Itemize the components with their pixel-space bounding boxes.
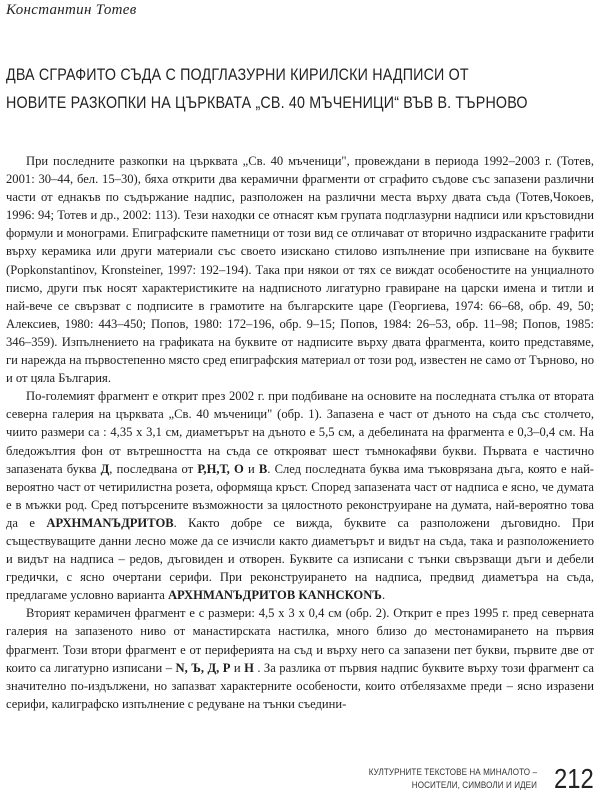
paragraph-3-text-b: . За разлика от първия надпис буквите върху този фрагмент са значително по-издължени, но запазват характерните особености, които отбелязахме преди – ясно изразени серифи, калиграфско изпълнение с редуване на тънки съедини- xyxy=(6,660,594,711)
title-line-1: ДВА СГРАФИТО СЪДА С ПОДГЛАЗУРНИ КИРИЛСКИ НАДПИСИ ОТ xyxy=(6,65,469,84)
paragraph-2-text-c: и xyxy=(243,461,259,476)
paragraph-2 xyxy=(6,387,594,604)
article-body xyxy=(6,152,594,713)
article-title xyxy=(6,61,528,117)
paragraph-1: При последните разкопки на църквата „Св. 40 мъченици", провеждани в периода 1992–2003 г. (Тотев, 2001: 30–44, бел. 15–30), бяха открити два керамични фрагменти от сграфито съдове със запазени различни части от еднакъв по съдържание надпис, разположен на различни места върху двата съда (Тотев,Чокоев, 1996: 94; Тотев и др., 2002: 113). Тези находки се отнасят към групата подглазурни надписи или кръстовидни формули и монограми. Епиграфските паметници от този вид се отличават от вторично издрасканите графити върху керамика или други материали със своето изискано стилово изпълнение при изписване на буквите (Popkonstantinov, Kronsteiner, 1997: 192–194). Така при някои от тях се виждат особеностите на унциалното писмо, други пък носят характеристиките на надписното лигатурно гравиране на царски имена и титли и най-вече се свързват с подписите в грамотите на българските царе (Георгиева, 1974: 66–68, обр. 49, 50; Алексиев, 1980: 443–450; Попов, 1980: 172–196, обр. 9–15; Попов, 1984: 26–53, обр. 11–98; Попов, 1985: 346–359). Изпълнението на графиката на буквите от надписите върху двата фрагмента, които представяме, ги нарежда на първостепенно място сред епиграфския материал от този род, известен не само от Търново, но и от цяла България. xyxy=(6,154,594,386)
series-title-line-2: НОСИТЕЛИ, СИМВОЛИ И ИДЕИ xyxy=(412,780,538,791)
page-number: 212 xyxy=(554,763,594,794)
ligature-letters: N, Ъ, Д, Р xyxy=(175,660,231,675)
paragraph-2-text-f: . xyxy=(381,588,386,603)
letter-h: Н xyxy=(244,660,254,675)
page-footer xyxy=(339,765,594,793)
letter-d: Д xyxy=(100,461,110,476)
paragraph-3 xyxy=(6,604,594,713)
letter-v: В xyxy=(258,461,268,476)
paragraph-2-text-b: , последвана от xyxy=(109,461,198,476)
paragraph-2-text-e: . Както добре се вижда, буквите са разположени дъговидно. При съществуващите данни лесно може да се изчисли както диаметърът и видът на съда, така и разположението и видът на надписа – редов, дъговиден и отворен. Буквите са изписани с тънки свързващи дъги и дебели гредички, с ясно очертани серифи. При реконструирането на надписа, предвид диаметъра на съда, предлагаме условно варианта xyxy=(6,515,594,603)
paragraph-2-text-d: . След последната буква има тъковрязана дъга, която е най-вероятно част от четирилистна розета, оформяща кръст. Според запазената част от надписа е ясно, че думата е в мъжки род. Сред потърсените възможности за цялостното реконструиране на думата, най-вероятно това да е xyxy=(6,461,595,530)
series-title-line-1: КУЛТУРНИТЕ ТЕКСТОВЕ НА МИНАЛОТО – xyxy=(368,767,538,778)
title-line-2: НОВИТЕ РАЗКОПКИ НА ЦЪРКВАТА „СВ. 40 МЪЧЕНИЦИ“ ВЪВ В. ТЪРНОВО xyxy=(6,93,528,112)
paragraph-2-text-a: По-големият фрагмент е открит през 2002 г. при подбиване на основите на последната стълка от втората северна галерия на църквата „Св. 40 мъченици" (обр. 1). Запазена е част от дъното на съда със столчето, чиито размери са : 4,35 х 3,1 см, диаметърът на дъното е 5,5 см, а дебелината на фрагмента е 0,3–0,4 см. На бледожълтия фон от вътрешността на съда се открояват шест тъмнокафяви букви. Първата е частично запазената буква xyxy=(6,389,594,476)
reconstructed-word-2: АРХНМАNЪДРИТОВ КАNНСКОNЪ xyxy=(167,588,382,603)
reconstructed-word-1: АРХНМАNЪДРИТОВ xyxy=(46,515,174,530)
letters-rnto: Р,Н,Т, О xyxy=(197,461,244,476)
running-header-author: Константин Тотев xyxy=(6,2,137,18)
series-title xyxy=(369,766,537,792)
paragraph-3-text-a: Вторият керамичен фрагмент е с размери: 4,5 х 3 х 0,4 см (обр. 2). Открит е през 1995 г. пред северната галерия на запазеното ниво от манастирската настилка, много близо до местонамирането на първия фрагмент. Този втори фрагмент е от периферията на съд и върху него са запазени пет букви, първите две от които са лигатурно изписани – xyxy=(6,606,594,675)
paragraph-3-and: и xyxy=(230,660,245,675)
